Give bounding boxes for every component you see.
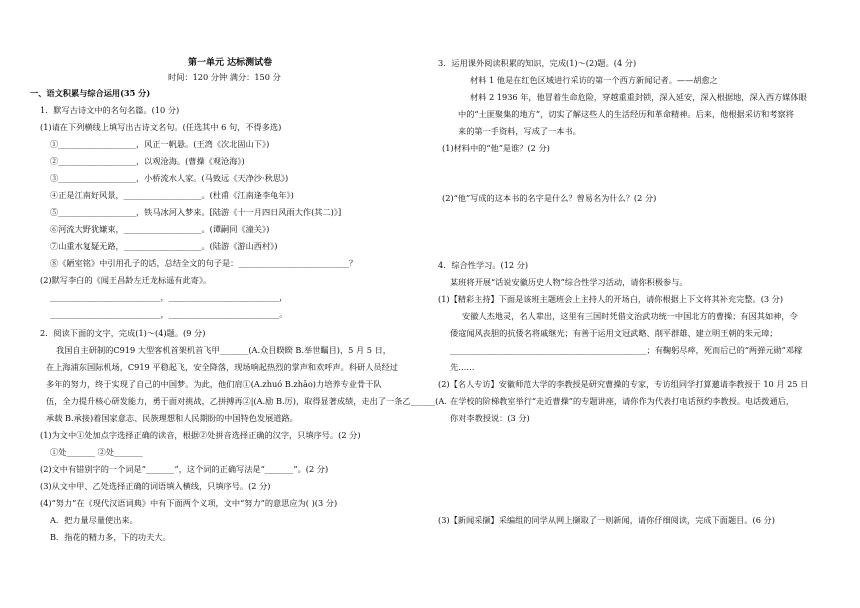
material-2-line: 中的“土匪聚集的地方”，切实了解这些人的生活经历和革命精神。后来，他根据采访和考察将 bbox=[458, 109, 794, 119]
question-4-part-2-line: 你对李教授说：(3 分) bbox=[450, 413, 530, 423]
host-speech-line: 先…… bbox=[450, 362, 475, 372]
activity-intro: 某班将开展“话说安徽历史人物”综合性学习活动，请你积极参与。 bbox=[450, 277, 688, 287]
section-heading: 一、语文积累与综合运用(35 分) bbox=[30, 88, 151, 98]
passage-line: 伍，全力提升核心研发能力，勇于面对挑战，乙拼搏再②|(A.励 B.厉)，取得显著成绩，走出了一条乙______(A. bbox=[46, 396, 447, 406]
passage-line: 在上海浦东国际机场，C919 平稳起飞，安全降落，现场响起热烈的掌声和欢呼声。科研人员经过 bbox=[46, 362, 398, 372]
passage-line: 多年的努力，终于实现了自己的中国梦。为此，他们肩①(A.zhuó B.zhāo)力培养专业骨干队 bbox=[46, 379, 382, 389]
exam-meta: 时间：120 分钟 满分：150 分 bbox=[168, 72, 281, 82]
question-4-part-2-line: 在学校的阶梯教室举行“走近曹操”的专题讲座，请你作为代表打电话预约李教授。电话拨通后， bbox=[450, 396, 795, 406]
blank-line: ___________________________，___________________________， bbox=[50, 292, 288, 302]
page-title: 第一单元 达标测试卷 bbox=[188, 58, 273, 68]
question-3-part-1: (1)材料中的“他”是谁？(2 分) bbox=[442, 143, 550, 153]
option-b: B．指花的精力多，下的功夫大。 bbox=[50, 532, 171, 542]
host-speech-line: 倭寇闻风丧胆的抗倭名将戚继光；有善于运用文冠武略、削平群雄、建立明王朝的朱元璋； bbox=[450, 328, 778, 338]
fill-line: ④正是江南好风景，___________________。(杜甫《江南逢李龟年》) bbox=[50, 190, 294, 200]
question-1-part-2: (2)默写李白的《闻王昌龄左迁龙标遥有此寄》。 bbox=[40, 275, 212, 285]
fill-line: ②___________________，以观沧海。(曹操《观沧海》) bbox=[50, 156, 245, 166]
host-speech-line: 安徽人杰地灵，名人辈出，这里有三国时凭借文治武功统一中国北方的曹操；有因其如神，令 bbox=[462, 311, 798, 321]
question-1-part-1: (1)请在下列横线上填写出古诗文名句。(任选其中 6 句，不得多选) bbox=[40, 122, 282, 132]
fill-line: ⑥河流大野犹嫌束，___________________。(谭嗣同《潼关》) bbox=[50, 224, 270, 234]
question-1: 1．默写古诗文中的名句名篇。(10 分) bbox=[40, 105, 180, 115]
fill-line: ①___________________，风正一帆悬。(王湾《次北固山下》) bbox=[50, 139, 270, 149]
material-1: 材料 1 他是在红色区域进行采访的第一个西方新闻记者。——胡愈之 bbox=[470, 75, 718, 85]
fill-line: ⑦山重水复疑无路，___________________。(陆游《游山西村》) bbox=[50, 241, 278, 251]
question-4: 4．综合性学习。(12 分) bbox=[438, 260, 529, 270]
question-4-part-3: (3)【新闻采撷】采编组的同学从网上撷取了一则新闻，请你仔细阅读，完成下面题目。(6 分) bbox=[438, 515, 775, 525]
fill-line: ③___________________，小桥流水人家。(马致远《天净沙·秋思》) bbox=[50, 173, 289, 183]
sub-question-1: (1)为文中①处加点字选择正确的读音，根据②处拼音选择正确的汉字，只填序号。(2 分) bbox=[40, 430, 361, 440]
sub-question-3: (3)从文中甲、乙处选择正确的词语填入横线，只填序号。(2 分) bbox=[40, 481, 271, 491]
fill-line: ⑤___________________，铁马冰河入梦来。[陆游《十一月四日风雨大作(其二)》] bbox=[50, 207, 342, 217]
question-4-part-1: (1)【精彩主持】下面是该班主题班会上主持人的开场白，请你根据上下文将其补充完整。(3 分) bbox=[438, 294, 784, 304]
question-3-part-2: (2)“他”写成的这本书的名字是什么？曾易名为什么？(2 分) bbox=[442, 193, 657, 203]
question-2: 2．阅读下面的文字，完成(1)～(4)题。(9 分) bbox=[40, 328, 206, 338]
blank-line: ___________________________，___________________________。 bbox=[50, 309, 288, 319]
question-4-part-2: (2)【名人专访】安徽师范大学的李教授是研究曹操的专家，专访组同学打算邀请李教授于 10 月 25 日 bbox=[438, 379, 809, 389]
passage-line: 承载 B.承接)着国家意志、民族理想和人民期盼的中国特色发展道路。 bbox=[46, 413, 298, 423]
fill-line: ⑧《陋室铭》中引用孔子的话，总结全文的句子是：___________________________？ bbox=[50, 258, 358, 268]
option-a: A．把力量尽量使出来。 bbox=[50, 515, 138, 525]
host-speech-line: ________________________________________________；有鞠躬尽瘁，死而后已的“两弹元勋”邓稼 bbox=[450, 345, 803, 355]
sub-question-4: (4)“努力”在《现代汉语词典》中有下面两个义项，文中“努力”的意思应为( )(3 分) bbox=[40, 498, 338, 508]
sub-question-1-answers: ①处_______ ②处_______ bbox=[50, 447, 143, 457]
sub-question-2: (2)文中有错别字的一个词是“_______”，这个词的正确写法是“_______”。(2 分) bbox=[40, 464, 329, 474]
question-3: 3．运用课外阅读积累的知识，完成(1)～(2)题。(4 分) bbox=[438, 58, 637, 68]
material-2-line: 来的第一手资料，写成了一本书。 bbox=[458, 126, 581, 136]
material-2-line: 材料 2 1936 年，他冒着生命危险，穿越重重封锁，深入延安，深入根据地，深入西方媒体眼 bbox=[470, 92, 807, 102]
passage-line: 我国自主研制的C919 大型客机首架机首飞甲_______(A.众目睽睽 B.举世瞩目)，5 月 5 日， bbox=[56, 345, 391, 355]
